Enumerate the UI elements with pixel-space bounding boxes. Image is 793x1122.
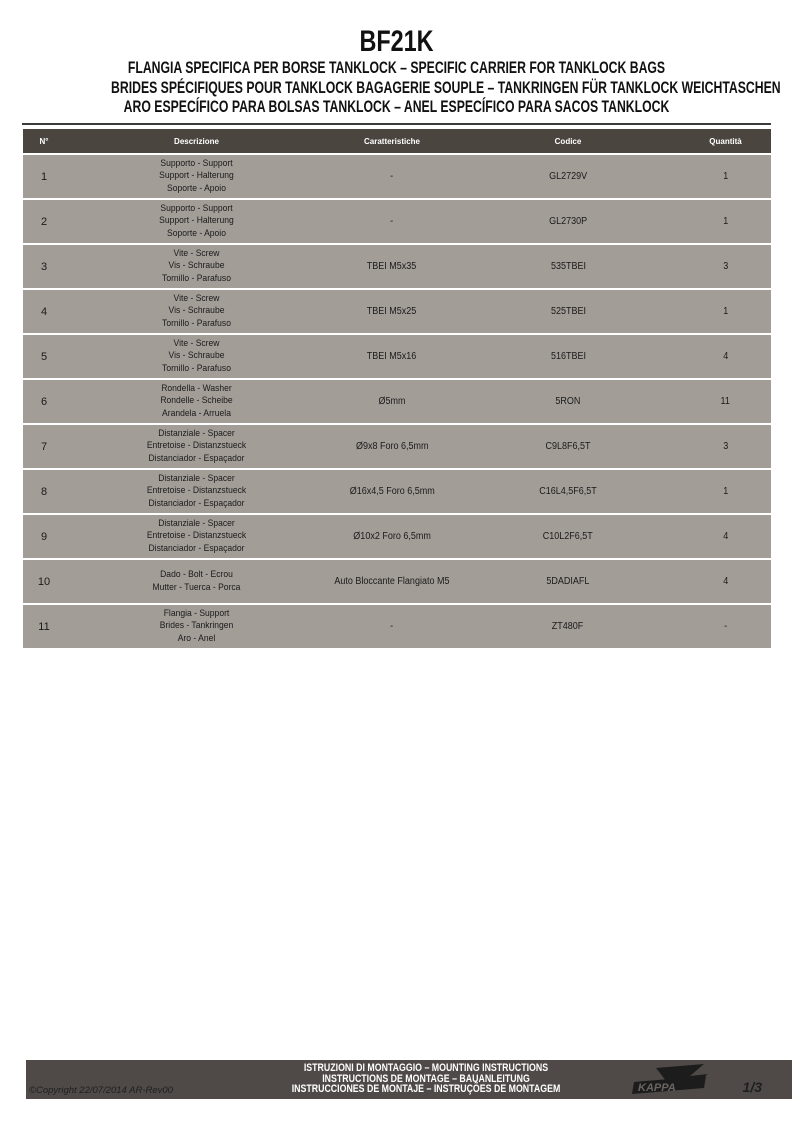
cell-code-text: ZT480F	[552, 621, 584, 632]
cell-features	[328, 559, 456, 604]
cell-code-text: C9L8F6,5T	[545, 441, 591, 452]
logo-wordmark: KAPPA	[638, 1082, 676, 1094]
description-line: Vite - Screw	[173, 292, 220, 304]
header-divider	[22, 123, 771, 125]
column-header-quantity: Quantità	[680, 129, 771, 154]
description-line: Vite - Screw	[173, 337, 220, 349]
description-line: Entretoise - Distanzstueck	[146, 530, 247, 542]
column-header-features: Caratteristiche	[328, 129, 456, 154]
cell-features-text: Ø9x8 Foro 6,5mm	[355, 441, 429, 452]
cell-number: 5	[23, 334, 65, 379]
instructions-line-1: ISTRUZIONI DI MONTAGGIO – MOUNTING INSTRUCTIONS	[303, 1062, 549, 1074]
table-row	[23, 604, 771, 649]
cell-quantity	[680, 469, 771, 514]
cell-quantity-text: 4	[722, 531, 729, 542]
description-line: Flangia - Support	[163, 607, 230, 619]
cell-description	[65, 154, 328, 199]
model-code: BF21K	[359, 25, 434, 58]
table-row	[23, 244, 771, 289]
table-row	[23, 154, 771, 199]
table-row	[23, 424, 771, 469]
cell-number: 7	[23, 424, 65, 469]
description-line: Vis - Schraube	[168, 260, 225, 272]
description-line: Dado - Bolt - Ecrou	[160, 569, 233, 580]
subtitle-line-3: ARO ESPECÍFICO PARA BOLSAS TANKLOCK – ANEL ESPECÍFICO PARA SACOS TANKLOCK	[123, 97, 670, 116]
cell-description	[65, 244, 328, 289]
cell-quantity	[680, 559, 771, 604]
cell-quantity	[680, 514, 771, 559]
cell-quantity-text: 1	[722, 486, 729, 497]
cell-features	[328, 244, 456, 289]
cell-number: 8	[23, 469, 65, 514]
column-header-description: Descrizione	[65, 129, 328, 154]
description-line: Rondelle - Scheibe	[160, 395, 233, 407]
cell-features	[328, 379, 456, 424]
table-row	[23, 199, 771, 244]
cell-features-text: Ø10x2 Foro 6,5mm	[353, 531, 431, 542]
description-line: Entretoise - Distanzstueck	[146, 440, 247, 452]
cell-code	[456, 154, 680, 199]
cell-code-text: 5RON	[555, 396, 581, 407]
page-number: 1/3	[742, 1079, 762, 1095]
subtitle-line-2: BRIDES SPÉCIFIQUES POUR TANKLOCK BAGAGERIE SOUPLE – TANKRINGEN FÜR TANKLOCK WEICHTASCHEN	[111, 77, 781, 97]
cell-features	[328, 424, 456, 469]
table-row	[23, 559, 771, 604]
cell-quantity-text: -	[723, 621, 728, 632]
description-line: Vis - Schraube	[168, 350, 225, 362]
copyright-text: ©Copyright 22/07/2014 AR-Rev00	[29, 1085, 173, 1096]
cell-number: 3	[23, 244, 65, 289]
cell-description	[65, 604, 328, 649]
cell-features-text: -	[390, 621, 394, 632]
table-row	[23, 514, 771, 559]
column-header-code: Codice	[456, 129, 680, 154]
description-line: Distanziale - Spacer	[158, 427, 235, 439]
subtitle-line-1: FLANGIA SPECIFICA PER BORSE TANKLOCK – SPECIFIC CARRIER FOR TANKLOCK BAGS	[127, 58, 666, 77]
cell-description	[65, 424, 328, 469]
parts-table-body	[23, 154, 771, 649]
document-header	[0, 26, 793, 117]
description-line: Supporto - Support	[160, 157, 233, 169]
cell-description	[65, 469, 328, 514]
cell-quantity	[680, 424, 771, 469]
cell-number: 10	[23, 559, 65, 604]
cell-code-text: C10L2F6,5T	[542, 531, 594, 542]
footer-bar	[26, 1060, 792, 1099]
description-line: Mutter - Tuerca - Porca	[152, 581, 241, 593]
cell-features-text: TBEI M5x35	[367, 261, 417, 272]
cell-code	[456, 424, 680, 469]
cell-code-text: 516TBEI	[550, 351, 586, 362]
cell-code	[456, 514, 680, 559]
table-header-row	[23, 129, 771, 154]
description-line: Soporte - Apoio	[167, 227, 226, 239]
description-line: Distanciador - Espaçador	[148, 542, 245, 554]
description-line: Distanziale - Spacer	[158, 517, 235, 529]
cell-number: 6	[23, 379, 65, 424]
cell-code	[456, 334, 680, 379]
description-line: Support - Halterung	[159, 215, 234, 227]
cell-code-text: C16L4,5F6,5T	[539, 486, 597, 497]
cell-features-text: Ø5mm	[378, 396, 406, 407]
cell-code	[456, 604, 680, 649]
description-line: Vis - Schraube	[168, 305, 225, 317]
cell-features-text: -	[390, 171, 394, 182]
cell-features	[328, 199, 456, 244]
mounting-instructions-title	[216, 1063, 636, 1095]
description-line: Distanziale - Spacer	[158, 472, 235, 484]
column-header-number: N°	[23, 129, 65, 154]
description-line: Brides - Tankringen	[159, 620, 234, 632]
description-line: Tornillo - Parafuso	[162, 362, 231, 374]
cell-quantity	[680, 379, 771, 424]
cell-features-text: -	[390, 216, 394, 227]
cell-quantity-text: 3	[722, 441, 729, 452]
cell-code-text: 525TBEI	[550, 306, 586, 317]
instructions-line-2: INSTRUCTIONS DE MONTAGE – BAUANLEITUNG	[322, 1072, 530, 1085]
cell-description	[65, 199, 328, 244]
cell-code-text: 535TBEI	[550, 261, 586, 272]
cell-code-text: 5DADIAFL	[546, 576, 590, 587]
cell-number: 2	[23, 199, 65, 244]
cell-quantity-text: 3	[722, 261, 729, 272]
cell-quantity	[680, 199, 771, 244]
cell-features-text: TBEI M5x16	[367, 351, 417, 362]
instructions-line-3: INSTRUCCIONES DE MONTAJE – INSTRUÇÕES DE MONTAGEM	[291, 1083, 561, 1095]
cell-features-text: Auto Bloccante Flangiato M5	[334, 576, 450, 587]
cell-quantity	[680, 244, 771, 289]
cell-number: 11	[23, 604, 65, 649]
parts-table	[23, 129, 771, 650]
cell-quantity	[680, 289, 771, 334]
cell-code	[456, 559, 680, 604]
cell-features	[328, 334, 456, 379]
cell-features	[328, 604, 456, 649]
cell-number: 1	[23, 154, 65, 199]
cell-code	[456, 469, 680, 514]
cell-features	[328, 469, 456, 514]
cell-quantity-text: 1	[722, 306, 729, 317]
cell-code-text: GL2729V	[548, 171, 588, 182]
description-line: Distanciador - Espaçador	[148, 497, 245, 509]
description-line: Arandela - Arruela	[162, 407, 231, 419]
cell-description	[65, 334, 328, 379]
table-row	[23, 334, 771, 379]
description-line: Vite - Screw	[173, 247, 220, 259]
cell-quantity-text: 1	[722, 216, 729, 227]
cell-quantity-text: 4	[722, 351, 729, 362]
cell-quantity	[680, 334, 771, 379]
cell-code	[456, 289, 680, 334]
table-row	[23, 469, 771, 514]
cell-quantity-text: 1	[722, 171, 729, 182]
cell-number: 4	[23, 289, 65, 334]
cell-code	[456, 379, 680, 424]
kappa-logo	[626, 1062, 716, 1098]
cell-number: 9	[23, 514, 65, 559]
cell-quantity	[680, 604, 771, 649]
cell-quantity	[680, 154, 771, 199]
description-line: Supporto - Support	[160, 202, 233, 214]
cell-description	[65, 289, 328, 334]
table-row	[23, 379, 771, 424]
description-line: Distanciador - Espaçador	[148, 452, 245, 464]
description-line: Aro - Anel	[177, 632, 216, 644]
description-line: Soporte - Apoio	[167, 182, 226, 194]
cell-description	[65, 514, 328, 559]
description-line: Rondella - Washer	[161, 382, 232, 394]
cell-features	[328, 289, 456, 334]
cell-code	[456, 244, 680, 289]
cell-code-text: GL2730P	[548, 216, 588, 227]
description-line: Tornillo - Parafuso	[162, 317, 231, 329]
cell-description	[65, 379, 328, 424]
description-line: Entretoise - Distanzstueck	[146, 485, 247, 497]
cell-features	[328, 154, 456, 199]
description-line: Tornillo - Parafuso	[162, 272, 231, 284]
cell-quantity-text: 4	[722, 576, 729, 587]
cell-features-text: Ø16x4,5 Foro 6,5mm	[349, 486, 435, 497]
cell-features	[328, 514, 456, 559]
table-row	[23, 289, 771, 334]
description-line: Support - Halterung	[159, 170, 234, 182]
cell-quantity-text: 11	[720, 396, 731, 407]
cell-description	[65, 559, 328, 604]
cell-code	[456, 199, 680, 244]
cell-features-text: TBEI M5x25	[367, 306, 417, 317]
